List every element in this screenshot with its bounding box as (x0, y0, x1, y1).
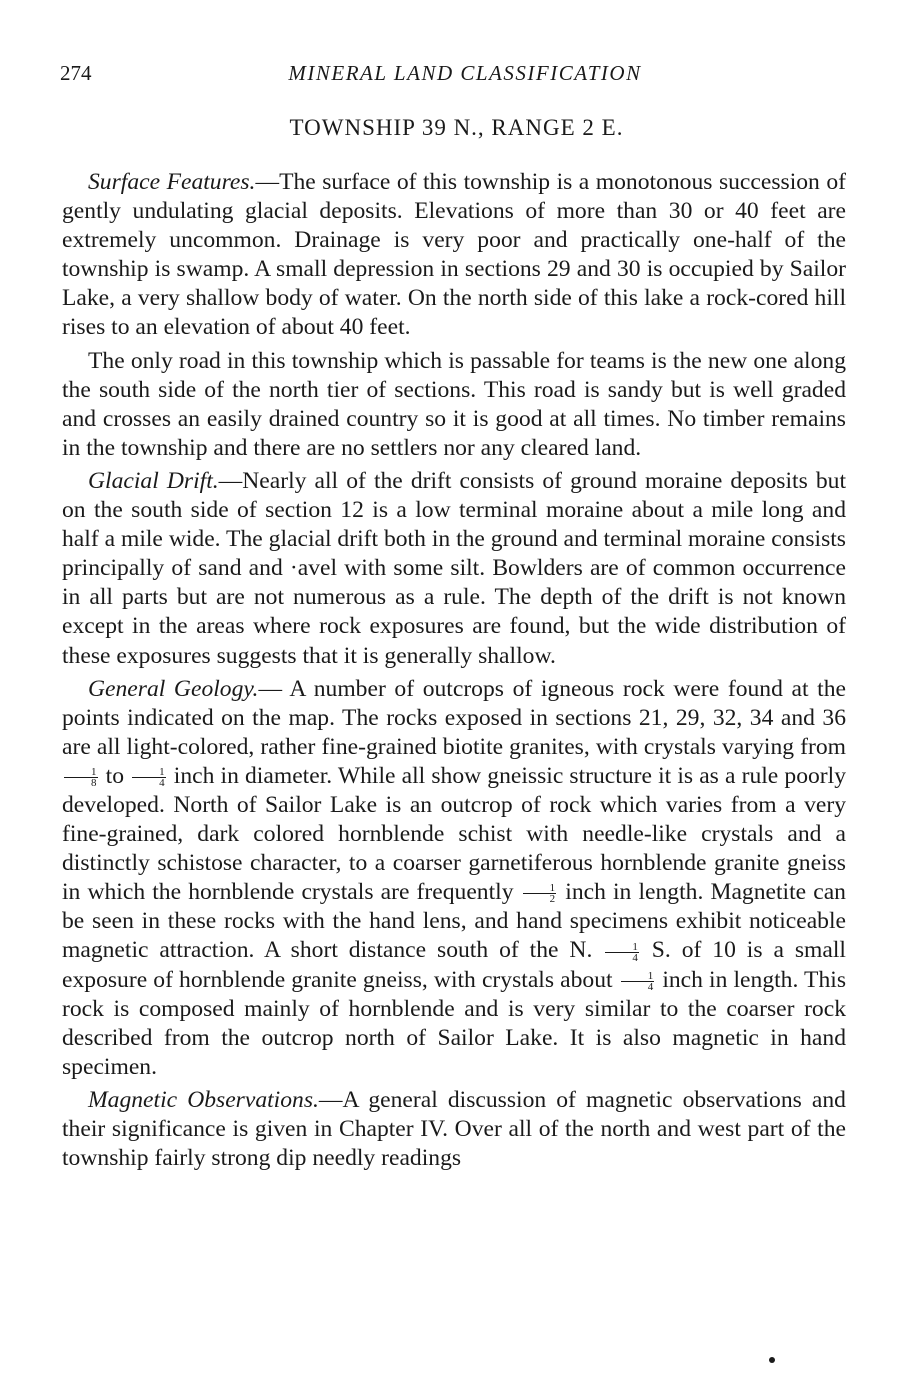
fraction-denominator: 4 (159, 776, 165, 789)
fraction-one-fourth (132, 767, 166, 788)
paragraph-general-geology (62, 675, 846, 1082)
paragraph-text: to (105, 762, 124, 789)
fraction-numerator: 1 (64, 767, 98, 778)
fraction-one-eighth (64, 767, 98, 788)
section-title: TOWNSHIP 39 N., RANGE 2 E. (289, 115, 624, 140)
fraction-denominator: 2 (549, 893, 556, 906)
paragraph-roads (62, 347, 846, 463)
fraction-one-half (523, 883, 557, 904)
paragraph-magnetic-observations (62, 1086, 846, 1173)
page-number: 274 (60, 61, 92, 85)
fraction-one-fourth (605, 942, 639, 963)
fraction-denominator: 8 (91, 776, 97, 789)
paragraph-lead: Glacial Drift. (88, 467, 219, 494)
fraction-numerator: 1 (605, 942, 639, 953)
paragraph-glacial-drift (62, 467, 846, 671)
fraction-denominator: 4 (632, 951, 638, 964)
paragraph-text: —Nearly all of the drift consists of ground moraine deposits but on the south side of section 12 is a low terminal moraine about a mile long and half a mile wide. The glacial drift both in the ground and terminal moraine consists principally of sand and ·avel with some silt. Bowlders are of common occurrence in all parts but are not numerous as a rule. The depth of the drift is not known except in the areas where rock exposures are found, but the wide distribution of these exposures suggests that it is generally shallow. (62, 467, 846, 669)
paragraph-text: S. of 10 is a small exposure of hornblende granite gneiss, with crystals about (62, 937, 846, 993)
fraction-denominator: 4 (647, 980, 654, 993)
paragraph-text: inch in length. Magnetite can be seen in these rocks with the hand lens, and hand specimens exhibit noticeable magnetic attraction. A short distance south of the N. (62, 879, 846, 964)
running-title: MINERAL LAND CLASSIFICATION (288, 61, 642, 85)
paragraph-lead: Surface Features. (88, 169, 256, 195)
running-head (60, 58, 850, 88)
paragraph-text: The only road in this township which is passable for teams is the new one along the south side of the north tier of sections. This road is sandy but is well graded and crosses an easily drained country so it is good at all times. No timber remains in the township and there are no settlers nor any cleared land. (62, 347, 846, 461)
fraction-numerator: 1 (523, 883, 557, 894)
fraction-numerator: 1 (132, 767, 166, 778)
paragraph-lead: Magnetic Observations. (88, 1086, 319, 1113)
paragraph-surface-features (62, 168, 846, 343)
paragraph-text: —The surface of this township is a monotonous succession of gently undulating glacial deposits. Elevations of more than 30 or 40 feet are extremely uncommon. Drainage is very poor and practically one-half of the township is swamp. A small depression in sections 29 and 30 is occupied by Sailor Lake, a very shallow body of water. On the north side of this lake a rock-cored hill rises to an elevation of about 40 feet. (62, 169, 846, 341)
paragraph-text: inch in diameter. While all show gneissic structure it is as a rule poorly developed. North of Sailor Lake is an outcrop of rock which varies from a very fine-grained, dark colored hornblende schist with needle-like crystals and a distinctly schistose character, to a coarser garnetiferous hornblende granite gneiss in which the hornblende crystals are frequently (62, 762, 846, 906)
ink-speck (769, 1357, 775, 1363)
paragraph-lead: General Geology. (88, 675, 259, 702)
body-text (62, 168, 846, 1177)
paragraph-text: inch in length. This rock is composed mainly of hornblende and is very similar to the coarser rock described from the outcrop north of Sailor Lake. It is also magnetic in hand specimen. (62, 966, 847, 1080)
paragraph-text: —A general discussion of magnetic observations and their significance is given in Chapter IV. Over all of the north and west part of the township fairly strong dip needly readings (62, 1086, 846, 1172)
paragraph-text: — A number of outcrops of igneous rock were found at the points indicated on the map. The rocks exposed in sections 21, 29, 32, 34 and 36 are all light-colored, rather fine-grained biotite granites, with crystals varying from (62, 675, 846, 760)
fraction-numerator: 1 (621, 971, 655, 982)
fraction-one-fourth (621, 971, 655, 992)
